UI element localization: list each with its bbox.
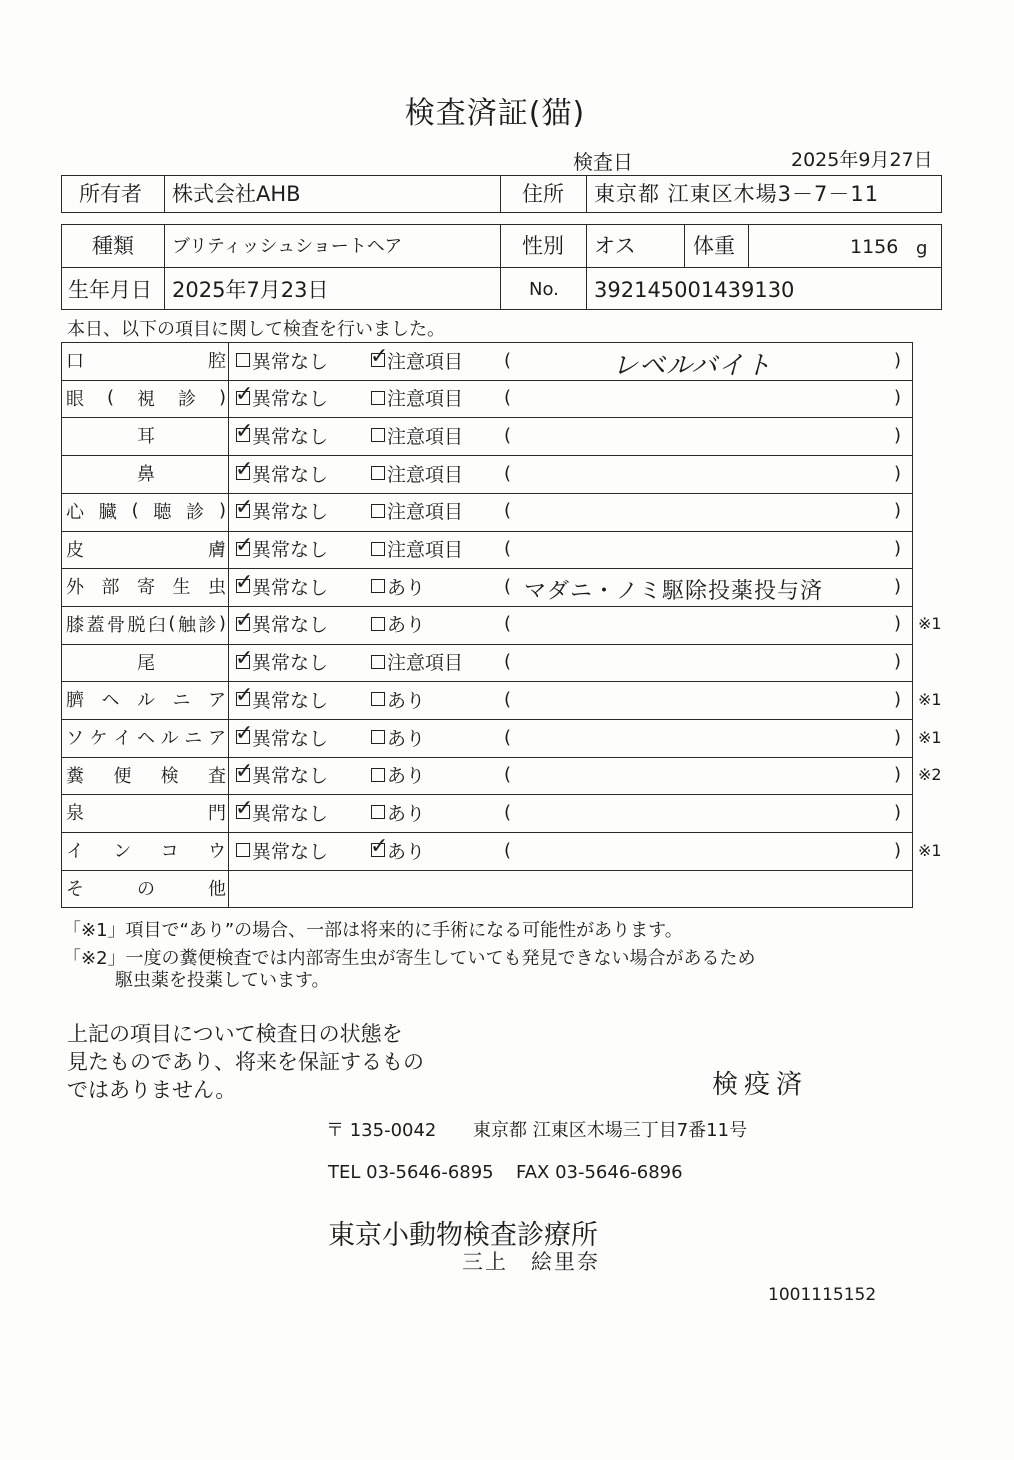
birth-value: 2025年7月23日 bbox=[172, 278, 329, 302]
option-normal[interactable] bbox=[236, 832, 328, 868]
option-label: あり bbox=[387, 802, 426, 825]
note-close-paren: ) bbox=[894, 500, 902, 522]
row-label: そ の 他 bbox=[66, 878, 226, 900]
exam-date-value: 2025年9月27日 bbox=[791, 149, 933, 171]
option-label: 注意項目 bbox=[387, 350, 464, 373]
check-mark-icon: ✓ bbox=[235, 758, 254, 784]
doctor-name: 三上 絵里奈 bbox=[462, 1250, 600, 1274]
option-label: 異常なし bbox=[252, 614, 329, 637]
weight-unit: g bbox=[916, 238, 928, 259]
note-close-paren: ) bbox=[894, 424, 902, 446]
row-label: 口 腔 bbox=[66, 351, 226, 372]
disclaimer-line: 上記の項目について検査日の状態を bbox=[67, 1022, 403, 1046]
note-close-paren: ) bbox=[894, 575, 902, 597]
note-open-paren: ( bbox=[504, 424, 512, 446]
footnote-mark: ※1 bbox=[918, 727, 942, 747]
document-title: 検査済証(猫) bbox=[404, 96, 586, 131]
option-attention[interactable] bbox=[371, 342, 463, 378]
option-label: 注意項目 bbox=[387, 539, 464, 561]
note-close-paren: ) bbox=[894, 349, 902, 371]
option-attention[interactable] bbox=[371, 568, 425, 604]
note-open-paren: ( bbox=[504, 764, 512, 786]
checkbox[interactable] bbox=[235, 721, 254, 746]
option-label: 異常なし bbox=[252, 463, 329, 486]
row-label: 外 部 寄 生 虫 bbox=[66, 577, 226, 599]
checkbox[interactable] bbox=[371, 617, 385, 631]
option-normal[interactable] bbox=[236, 531, 328, 567]
option-attention[interactable] bbox=[371, 606, 425, 642]
option-label: あり bbox=[387, 727, 426, 750]
note-open-paren: ( bbox=[504, 575, 512, 597]
row-label: 尾 bbox=[137, 652, 155, 674]
note-open-paren: ( bbox=[504, 801, 512, 823]
option-attention[interactable] bbox=[371, 455, 463, 491]
note-close-paren: ) bbox=[894, 688, 902, 710]
option-normal[interactable] bbox=[236, 568, 328, 604]
option-attention[interactable] bbox=[371, 832, 425, 868]
checkbox[interactable] bbox=[371, 730, 385, 744]
breed-value: ブリティッシュショートヘア bbox=[172, 236, 403, 257]
note-open-paren: ( bbox=[504, 651, 512, 673]
checkbox[interactable] bbox=[371, 391, 385, 405]
option-normal[interactable] bbox=[236, 757, 328, 793]
birth-label: 生年月日 bbox=[68, 278, 152, 302]
note-open-paren: ( bbox=[504, 462, 512, 484]
checkbox[interactable] bbox=[235, 381, 254, 407]
note-open-paren: ( bbox=[504, 839, 512, 861]
row-label: 心 臓 ( 聴 診 ) bbox=[66, 500, 226, 523]
option-label: 異常なし bbox=[252, 350, 329, 373]
option-normal[interactable] bbox=[236, 719, 328, 755]
note-close-paren: ) bbox=[894, 764, 902, 786]
option-label: 異常なし bbox=[252, 765, 329, 788]
option-label: 注意項目 bbox=[387, 388, 464, 411]
note-close-paren: ) bbox=[894, 387, 902, 409]
row-label: 糞 便 検 査 bbox=[66, 765, 226, 787]
checkbox[interactable] bbox=[371, 692, 385, 706]
checkbox[interactable] bbox=[371, 428, 385, 442]
option-attention[interactable] bbox=[371, 681, 425, 717]
disclaimer-line: ではありません。 bbox=[67, 1078, 237, 1102]
check-mark-icon: ✓ bbox=[235, 381, 254, 407]
option-attention[interactable] bbox=[371, 719, 425, 755]
option-label: 注意項目 bbox=[387, 501, 464, 524]
option-label: あり bbox=[387, 765, 426, 788]
option-label: 異常なし bbox=[252, 425, 329, 448]
option-attention[interactable] bbox=[371, 380, 463, 416]
checkbox[interactable] bbox=[235, 607, 254, 633]
option-normal[interactable] bbox=[236, 606, 328, 642]
clinic-address: 東京都 江東区木場三丁目7番11号 bbox=[473, 1120, 748, 1141]
option-label: 異常なし bbox=[252, 539, 329, 561]
check-mark-icon: ✓ bbox=[370, 344, 389, 369]
checkbox[interactable] bbox=[371, 655, 385, 669]
weight-value: 1156 bbox=[850, 236, 899, 258]
note-open-paren: ( bbox=[504, 538, 512, 559]
option-normal[interactable] bbox=[236, 493, 328, 529]
row-label: ソ ケ イ ヘ ル ニ ア bbox=[66, 728, 226, 749]
option-label: 注意項目 bbox=[387, 425, 464, 448]
owner-label: 所有者 bbox=[79, 182, 142, 206]
no-value: 392145001439130 bbox=[594, 278, 795, 302]
check-mark-icon: ✓ bbox=[235, 457, 254, 483]
note-close-paren: ) bbox=[894, 801, 902, 823]
checkbox[interactable] bbox=[235, 419, 254, 445]
disclaimer-line: 見たものであり、将来を保証するもの bbox=[67, 1050, 424, 1074]
option-label: 異常なし bbox=[252, 388, 329, 411]
check-mark-icon: ✓ bbox=[235, 796, 254, 822]
row-label: 眼 ( 視 診 ) bbox=[66, 387, 226, 410]
note-open-paren: ( bbox=[504, 613, 512, 635]
footnote-mark: ※1 bbox=[918, 840, 942, 860]
note-close-paren: ) bbox=[894, 538, 902, 559]
option-normal[interactable] bbox=[236, 380, 328, 416]
check-mark-icon: ✓ bbox=[235, 683, 254, 709]
check-mark-icon: ✓ bbox=[235, 645, 254, 671]
owner-value: 株式会社AHB bbox=[172, 182, 301, 206]
note-open-paren: ( bbox=[504, 688, 512, 710]
option-label: 異常なし bbox=[252, 840, 329, 863]
checkbox[interactable] bbox=[235, 532, 254, 558]
check-mark-icon: ✓ bbox=[235, 607, 254, 633]
note-close-paren: ) bbox=[894, 651, 902, 673]
checkbox[interactable] bbox=[235, 457, 254, 483]
option-label: 異常なし bbox=[252, 652, 329, 675]
option-label: 異常なし bbox=[252, 727, 329, 750]
footnote-mark: ※2 bbox=[918, 765, 942, 785]
row-label: 皮 膚 bbox=[66, 539, 226, 561]
option-attention[interactable] bbox=[371, 493, 463, 529]
check-mark-icon: ✓ bbox=[235, 419, 254, 445]
option-normal[interactable] bbox=[236, 455, 328, 491]
checkbox[interactable] bbox=[371, 466, 385, 480]
footnote-2-line-2: 駆虫薬を投薬しています。 bbox=[115, 970, 330, 991]
check-mark-icon: ✓ bbox=[235, 532, 254, 558]
note-close-paren: ) bbox=[894, 613, 902, 635]
row-note: マダニ・ノミ駆除投薬投与済 bbox=[524, 578, 824, 604]
option-label: 異常なし bbox=[252, 576, 329, 599]
option-attention[interactable] bbox=[371, 794, 425, 830]
checkbox[interactable] bbox=[235, 645, 254, 671]
check-mark-icon: ✓ bbox=[370, 834, 389, 860]
document-code: 1001115152 bbox=[768, 1285, 877, 1305]
option-attention[interactable] bbox=[371, 417, 463, 453]
row-label: 泉 門 bbox=[66, 803, 226, 825]
checkbox[interactable] bbox=[371, 579, 385, 593]
checkbox[interactable] bbox=[371, 504, 385, 518]
check-mark-icon: ✓ bbox=[235, 494, 254, 520]
option-normal[interactable] bbox=[236, 417, 328, 453]
disclaimer bbox=[67, 1020, 424, 1104]
note-open-paren: ( bbox=[504, 726, 512, 748]
sex-label: 性別 bbox=[522, 234, 564, 258]
option-label: 異常なし bbox=[252, 802, 329, 825]
option-attention[interactable] bbox=[371, 757, 425, 793]
checkbox[interactable] bbox=[235, 683, 254, 709]
clinic-tel: TEL 03-5646-6895 bbox=[328, 1162, 494, 1183]
checkbox[interactable] bbox=[236, 843, 250, 857]
option-normal[interactable] bbox=[236, 681, 328, 717]
address-value: 東京都 江東区木場3－7－11 bbox=[594, 182, 880, 206]
option-label: あり bbox=[387, 689, 426, 712]
option-label: 注意項目 bbox=[387, 463, 464, 486]
option-normal[interactable] bbox=[236, 644, 328, 680]
weight-label: 体重 bbox=[693, 234, 735, 258]
row-label: 耳 bbox=[137, 426, 155, 448]
option-label: 異常なし bbox=[252, 501, 329, 524]
check-mark-icon: ✓ bbox=[235, 721, 254, 746]
address-label: 住所 bbox=[522, 182, 564, 206]
option-attention[interactable] bbox=[371, 531, 463, 567]
footnote-2-line-1: 「※2」一度の糞便検査では内部寄生虫が寄生していても発見できない場合があるため bbox=[63, 948, 756, 969]
note-close-paren: ) bbox=[894, 726, 902, 748]
breed-label: 種類 bbox=[92, 234, 134, 258]
checkbox[interactable] bbox=[235, 758, 254, 784]
checkbox[interactable] bbox=[371, 805, 385, 819]
clinic-name: 東京小動物検査診療所 bbox=[328, 1220, 598, 1251]
note-open-paren: ( bbox=[504, 349, 512, 371]
check-mark-icon: ✓ bbox=[235, 570, 254, 596]
checkbox[interactable] bbox=[370, 834, 389, 860]
option-normal[interactable] bbox=[236, 342, 328, 378]
checkbox[interactable] bbox=[371, 542, 385, 556]
option-label: あり bbox=[387, 840, 426, 863]
option-label: 異常なし bbox=[252, 689, 329, 712]
checkbox[interactable] bbox=[371, 768, 385, 782]
note-close-paren: ) bbox=[894, 462, 902, 484]
row-note: レベルバイト bbox=[612, 350, 773, 381]
quarantine-stamp: 検疫済 bbox=[712, 1070, 809, 1100]
checkbox[interactable] bbox=[235, 494, 254, 520]
option-attention[interactable] bbox=[371, 644, 463, 680]
exam-date-label: 検査日 bbox=[573, 150, 633, 174]
note-open-paren: ( bbox=[504, 500, 512, 522]
checkbox[interactable] bbox=[235, 570, 254, 596]
checkbox[interactable] bbox=[235, 796, 254, 822]
sex-value: オス bbox=[594, 234, 636, 258]
postal-code: 〒 135-0042 bbox=[326, 1120, 437, 1141]
checkbox[interactable] bbox=[236, 353, 250, 367]
intro-text: 本日、以下の項目に関して検査を行いました。 bbox=[67, 319, 445, 340]
note-close-paren: ) bbox=[894, 839, 902, 861]
row-label: 臍 ヘ ル ニ ア bbox=[66, 690, 226, 712]
option-label: あり bbox=[387, 614, 426, 637]
footnote-mark: ※1 bbox=[918, 614, 942, 634]
option-label: あり bbox=[387, 576, 426, 599]
option-label: 注意項目 bbox=[387, 652, 464, 675]
row-label: 鼻 bbox=[137, 464, 155, 486]
option-normal[interactable] bbox=[236, 794, 328, 830]
row-label: 膝 蓋 骨 脱 臼 ( 触 診 ) bbox=[66, 613, 226, 636]
footnote-mark: ※1 bbox=[918, 689, 942, 709]
note-open-paren: ( bbox=[504, 387, 512, 409]
checkbox[interactable] bbox=[370, 344, 389, 369]
clinic-fax: FAX 03-5646-6896 bbox=[516, 1162, 683, 1183]
row-label: イ ン コ ウ bbox=[66, 841, 226, 863]
no-label: No. bbox=[529, 279, 559, 300]
footnote-1: 「※1」項目で“あり”の場合、一部は将来的に手術になる可能性があります。 bbox=[63, 920, 683, 941]
